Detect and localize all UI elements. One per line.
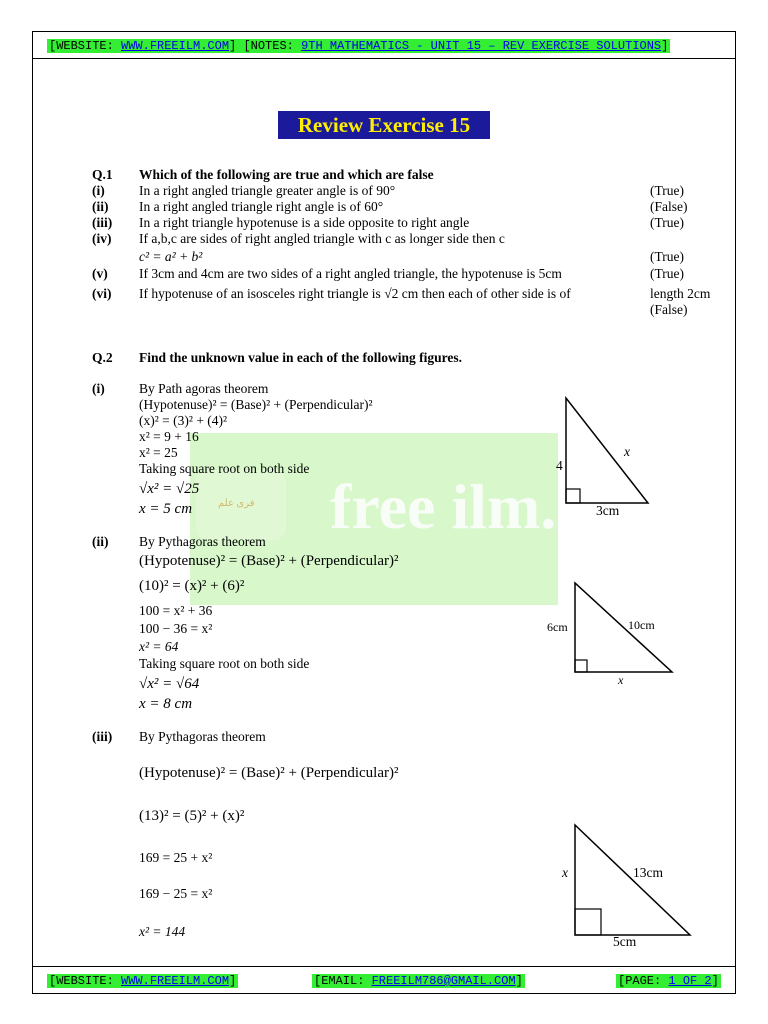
- footer-divider: [32, 966, 736, 967]
- q1-item-number: (v): [92, 266, 108, 281]
- footer-bracket: ]: [711, 974, 719, 988]
- footer-page-link[interactable]: 1 OF 2: [668, 974, 712, 988]
- triangle-base-label: 3cm: [596, 503, 620, 518]
- q1-item-formula: c² = a² + b²: [139, 249, 203, 264]
- q2-part-number: (ii): [92, 534, 109, 549]
- solution-line: 169 = 25 + x²: [139, 850, 213, 865]
- header-website-link[interactable]: WWW.FREEILM.COM: [121, 39, 230, 53]
- footer-bracket: ]: [229, 974, 237, 988]
- solution-line: (Hypotenuse)² = (Base)² + (Perpendicular)²: [139, 765, 399, 781]
- q1-item-text: If hypotenuse of an isosceles right triangle is √2 cm then each of other side is of: [139, 286, 571, 301]
- solution-line: (x)² = (3)² + (4)²: [139, 413, 228, 428]
- footer-website: [47, 974, 238, 988]
- triangle-hyp-label: 13cm: [633, 865, 663, 880]
- solution-line: x² = 25: [139, 445, 178, 460]
- footer-page-label: [PAGE:: [618, 974, 669, 988]
- triangle-side-label: 6cm: [547, 620, 568, 634]
- triangle-hyp-label: x: [624, 444, 630, 459]
- solution-line: Taking square root on both side: [139, 461, 310, 476]
- footer-bracket: ]: [515, 974, 523, 988]
- footer-website-link[interactable]: WWW.FREEILM.COM: [121, 974, 230, 988]
- q1-item-answer: (True): [650, 215, 685, 230]
- q1-item-answer: (True): [650, 249, 685, 264]
- q1-item-number: (iv): [92, 231, 112, 246]
- q1-item-tail: length 2cm: [650, 286, 711, 301]
- solution-line: (13)² = (5)² + (x)²: [139, 808, 245, 824]
- solution-line: By Pythagoras theorem: [139, 534, 266, 549]
- q1-item-answer: (False): [650, 199, 688, 214]
- solution-line: 100 − 36 = x²: [139, 621, 213, 636]
- solution-line: x² = 64: [139, 639, 179, 654]
- q2-part-number: (iii): [92, 729, 113, 744]
- header-website-label: [WEBSITE:: [49, 39, 122, 53]
- solution-line: 169 − 25 = x²: [139, 886, 213, 901]
- triangle-figure: [560, 578, 680, 678]
- solution-line: √x² = √25: [139, 481, 200, 497]
- watermark-logo-text: فری علم: [218, 498, 255, 509]
- q1-item-number: (vi): [92, 286, 112, 301]
- q1-item-answer: (True): [650, 183, 685, 198]
- solution-line: x = 5 cm: [139, 501, 193, 517]
- q1-item-answer: (True): [650, 266, 685, 281]
- q1-number: Q.1: [92, 167, 113, 182]
- solution-line: x = 8 cm: [139, 696, 193, 712]
- page-title: Review Exercise 15: [278, 111, 490, 139]
- footer-email-link[interactable]: FREEILM786@GMAIL.COM: [371, 974, 516, 988]
- header-bracket: ]: [661, 39, 669, 53]
- page-header: [47, 39, 670, 53]
- watermark-text: free ilm.: [330, 471, 557, 542]
- solution-line: (Hypotenuse)² = (Base)² + (Perpendicular)²: [139, 553, 399, 569]
- solution-line: √x² = √64: [139, 676, 200, 692]
- q1-item-text: In a right angled triangle greater angle is of 90°: [139, 183, 396, 198]
- triangle-hyp-label: 10cm: [628, 618, 655, 632]
- footer-page: [616, 974, 721, 988]
- footer-email: [312, 974, 525, 988]
- solution-line: Taking square root on both side: [139, 656, 310, 671]
- triangle-side-label: 4: [556, 458, 563, 473]
- q1-prompt: Which of the following are true and which are false: [139, 167, 434, 182]
- triangle-figure: [550, 395, 660, 520]
- header-notes-label: [NOTES:: [236, 39, 302, 53]
- q1-item-text: In a right triangle hypotenuse is a side opposite to right angle: [139, 215, 470, 230]
- footer-email-label: [EMAIL:: [314, 974, 372, 988]
- q2-part-number: (i): [92, 381, 105, 396]
- q1-item-text: In a right angled triangle right angle is of 60°: [139, 199, 384, 214]
- solution-line: By Pythagoras theorem: [139, 729, 266, 744]
- solution-line: By Path agoras theorem: [139, 381, 269, 396]
- footer-website-label: [WEBSITE:: [49, 974, 122, 988]
- q1-item-text: If 3cm and 4cm are two sides of a right angled triangle, the hypotenuse is 5cm: [139, 266, 562, 281]
- q1-item-text: If a,b,c are sides of right angled triangle with c as longer side then c: [139, 231, 505, 246]
- solution-line: 100 = x² + 36: [139, 603, 213, 618]
- solution-line: (10)² = (x)² + (6)²: [139, 578, 245, 594]
- solution-line: x² = 9 + 16: [139, 429, 199, 444]
- q1-item-number: (ii): [92, 199, 109, 214]
- header-notes-link[interactable]: 9TH MATHEMATICS - UNIT 15 – REV EXERCISE SOLUTIONS: [301, 39, 662, 53]
- triangle-figure: [560, 820, 700, 942]
- q1-item-number: (i): [92, 183, 105, 198]
- header-bracket: ]: [229, 39, 237, 53]
- triangle-side-label: x: [562, 865, 568, 880]
- solution-line: (Hypotenuse)² = (Base)² + (Perpendicular)²: [139, 397, 373, 412]
- triangle-base-label: 5cm: [613, 934, 637, 949]
- q1-item-answer: (False): [650, 302, 688, 317]
- q2-prompt: Find the unknown value in each of the following figures.: [139, 350, 463, 365]
- solution-line: x² = 144: [139, 924, 186, 939]
- triangle-base-label: x: [618, 673, 624, 687]
- q1-item-number: (iii): [92, 215, 113, 230]
- q2-number: Q.2: [92, 350, 113, 365]
